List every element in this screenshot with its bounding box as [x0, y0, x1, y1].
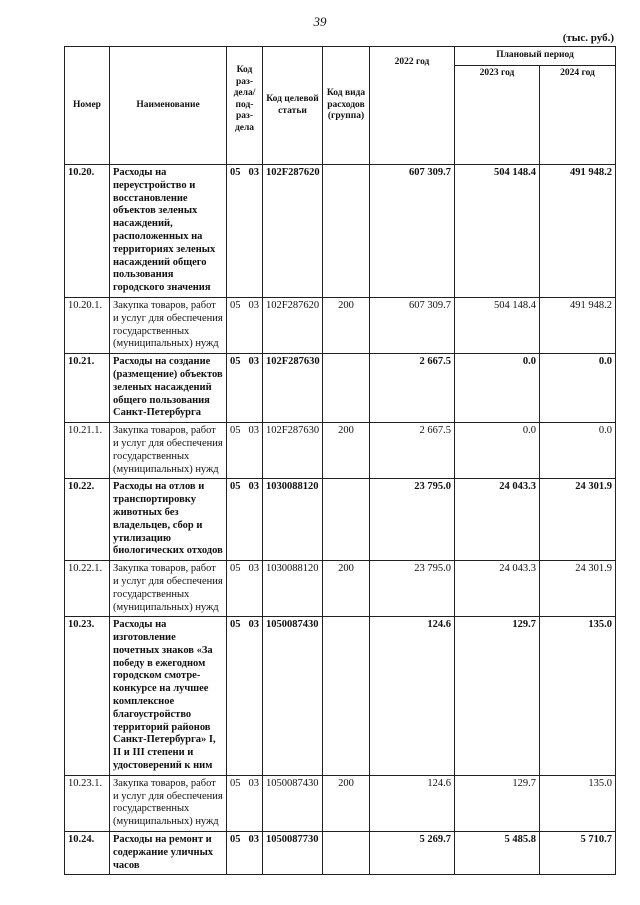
- table-body: [65, 165, 616, 875]
- header-section: Код раз-дела/ под-раз-дела: [227, 47, 263, 165]
- header-expense: Код вида расходов (группа): [323, 47, 370, 165]
- row-value-2022: 23 795.0: [370, 479, 455, 561]
- row-value-2024: 24 301.9: [540, 479, 616, 561]
- row-value-2023: 504 148.4: [455, 165, 540, 298]
- row-value-2024: 0.0: [540, 354, 616, 423]
- row-target-code: 1050087730: [263, 832, 323, 875]
- row-value-2023: 24 043.3: [455, 479, 540, 561]
- row-number: 10.23.1.: [65, 775, 110, 831]
- row-number: 10.21.: [65, 354, 110, 423]
- row-value-2023: 0.0: [455, 423, 540, 479]
- row-value-2022: 607 309.7: [370, 297, 455, 353]
- row-section: 05: [230, 777, 241, 789]
- row-target-code: 102F287630: [263, 354, 323, 423]
- row-section: 05: [230, 619, 241, 631]
- units-label: (тыс. руб.): [562, 32, 614, 44]
- table-row: [65, 354, 616, 423]
- table-row: [65, 832, 616, 875]
- row-expense-type: [323, 832, 370, 875]
- row-value-2024: 491 948.2: [540, 165, 616, 298]
- header-name: Наименование: [110, 47, 227, 165]
- row-expense-type: 200: [323, 297, 370, 353]
- row-value-2022: 124.6: [370, 617, 455, 776]
- row-name: Расходы на ремонт и содержание уличных часов: [110, 832, 227, 875]
- row-value-2024: 135.0: [540, 775, 616, 831]
- row-target-code: 102F287620: [263, 165, 323, 298]
- row-target-code: 1030088120: [263, 479, 323, 561]
- row-subsection: 03: [248, 425, 259, 437]
- row-section: 05: [230, 167, 241, 178]
- row-value-2023: 5 485.8: [455, 832, 540, 875]
- row-subsection: 03: [248, 777, 259, 789]
- row-section-code: [227, 832, 263, 875]
- row-value-2023: 504 148.4: [455, 297, 540, 353]
- row-expense-type: 200: [323, 775, 370, 831]
- row-section: 05: [230, 563, 241, 575]
- row-section: 05: [230, 425, 241, 437]
- row-section: 05: [230, 299, 241, 311]
- row-section-code: [227, 479, 263, 561]
- table-row: [65, 165, 616, 298]
- row-value-2023: 129.7: [455, 775, 540, 831]
- header-2024: 2024 год: [540, 66, 616, 165]
- row-target-code: 1050087430: [263, 775, 323, 831]
- row-subsection: 03: [248, 299, 259, 311]
- row-target-code: 1050087430: [263, 617, 323, 776]
- row-value-2023: 129.7: [455, 617, 540, 776]
- row-section-code: [227, 297, 263, 353]
- row-name: Закупка товаров, работ и услуг для обеспечения государственных (муниципальных) нужд: [110, 561, 227, 617]
- row-section-code: [227, 617, 263, 776]
- table-row: [65, 297, 616, 353]
- row-value-2024: 135.0: [540, 617, 616, 776]
- row-number: 10.20.1.: [65, 297, 110, 353]
- row-subsection: 03: [248, 481, 259, 493]
- row-target-code: 102F287620: [263, 297, 323, 353]
- table-row: [65, 561, 616, 617]
- row-value-2024: 24 301.9: [540, 561, 616, 617]
- header-planned: Плановый период: [455, 47, 616, 66]
- row-expense-type: [323, 617, 370, 776]
- row-expense-type: 200: [323, 423, 370, 479]
- row-number: 10.20.: [65, 165, 110, 298]
- row-subsection: 03: [248, 167, 259, 178]
- header-target: Код целевой статьи: [263, 47, 323, 165]
- header-2023: 2023 год: [455, 66, 540, 165]
- row-expense-type: 200: [323, 561, 370, 617]
- row-expense-type: [323, 354, 370, 423]
- row-name: Расходы на изготовление почетных знаков «За победу в ежегодном городском смотре-конкурсе на лучшее комплексное благоустройство территорий районов Санкт-Петербурга» I, II и III степени и удостоверений к ним: [110, 617, 227, 776]
- table-row: [65, 479, 616, 561]
- row-name: Закупка товаров, работ и услуг для обеспечения государственных (муниципальных) нужд: [110, 423, 227, 479]
- table-row: [65, 423, 616, 479]
- row-value-2023: 0.0: [455, 354, 540, 423]
- row-value-2024: 491 948.2: [540, 297, 616, 353]
- row-subsection: 03: [248, 356, 259, 368]
- row-section: 05: [230, 481, 241, 493]
- row-name: Закупка товаров, работ и услуг для обеспечения государственных (муниципальных) нужд: [110, 297, 227, 353]
- row-subsection: 03: [248, 619, 259, 631]
- row-section-code: [227, 165, 263, 298]
- row-value-2022: 2 667.5: [370, 423, 455, 479]
- row-value-2022: 607 309.7: [370, 165, 455, 298]
- header-number: Номер: [65, 47, 110, 165]
- row-name: Расходы на создание (размещение) объектов зеленых насаждений общего пользования Санкт-Петербурга: [110, 354, 227, 423]
- row-name: Расходы на отлов и транспортировку животных без владельцев, сбор и утилизацию биологических отходов: [110, 479, 227, 561]
- row-subsection: 03: [248, 563, 259, 575]
- row-number: 10.24.: [65, 832, 110, 875]
- page-number: 39: [313, 14, 327, 29]
- row-target-code: 102F287630: [263, 423, 323, 479]
- table-row: [65, 775, 616, 831]
- row-target-code: 1030088120: [263, 561, 323, 617]
- header-2022: 2022 год: [370, 47, 455, 165]
- row-number: 10.21.1.: [65, 423, 110, 479]
- table-row: [65, 617, 616, 776]
- row-value-2022: 23 795.0: [370, 561, 455, 617]
- row-section: 05: [230, 834, 241, 846]
- row-number: 10.22.: [65, 479, 110, 561]
- row-number: 10.22.1.: [65, 561, 110, 617]
- row-section-code: [227, 561, 263, 617]
- row-value-2024: 0.0: [540, 423, 616, 479]
- row-value-2023: 24 043.3: [455, 561, 540, 617]
- budget-table: [64, 46, 616, 875]
- row-expense-type: [323, 479, 370, 561]
- row-name: Расходы на переустройство и восстановление объектов зеленых насаждений, расположенных на территориях зеленых насаждений общего пользования городского значения: [110, 165, 227, 298]
- row-expense-type: [323, 165, 370, 298]
- row-number: 10.23.: [65, 617, 110, 776]
- row-section-code: [227, 423, 263, 479]
- row-value-2024: 5 710.7: [540, 832, 616, 875]
- row-value-2022: 124.6: [370, 775, 455, 831]
- row-section: 05: [230, 356, 241, 368]
- row-value-2022: 2 667.5: [370, 354, 455, 423]
- row-section-code: [227, 354, 263, 423]
- row-name: Закупка товаров, работ и услуг для обеспечения государственных (муниципальных) нужд: [110, 775, 227, 831]
- row-section-code: [227, 775, 263, 831]
- row-subsection: 03: [248, 834, 259, 846]
- row-value-2022: 5 269.7: [370, 832, 455, 875]
